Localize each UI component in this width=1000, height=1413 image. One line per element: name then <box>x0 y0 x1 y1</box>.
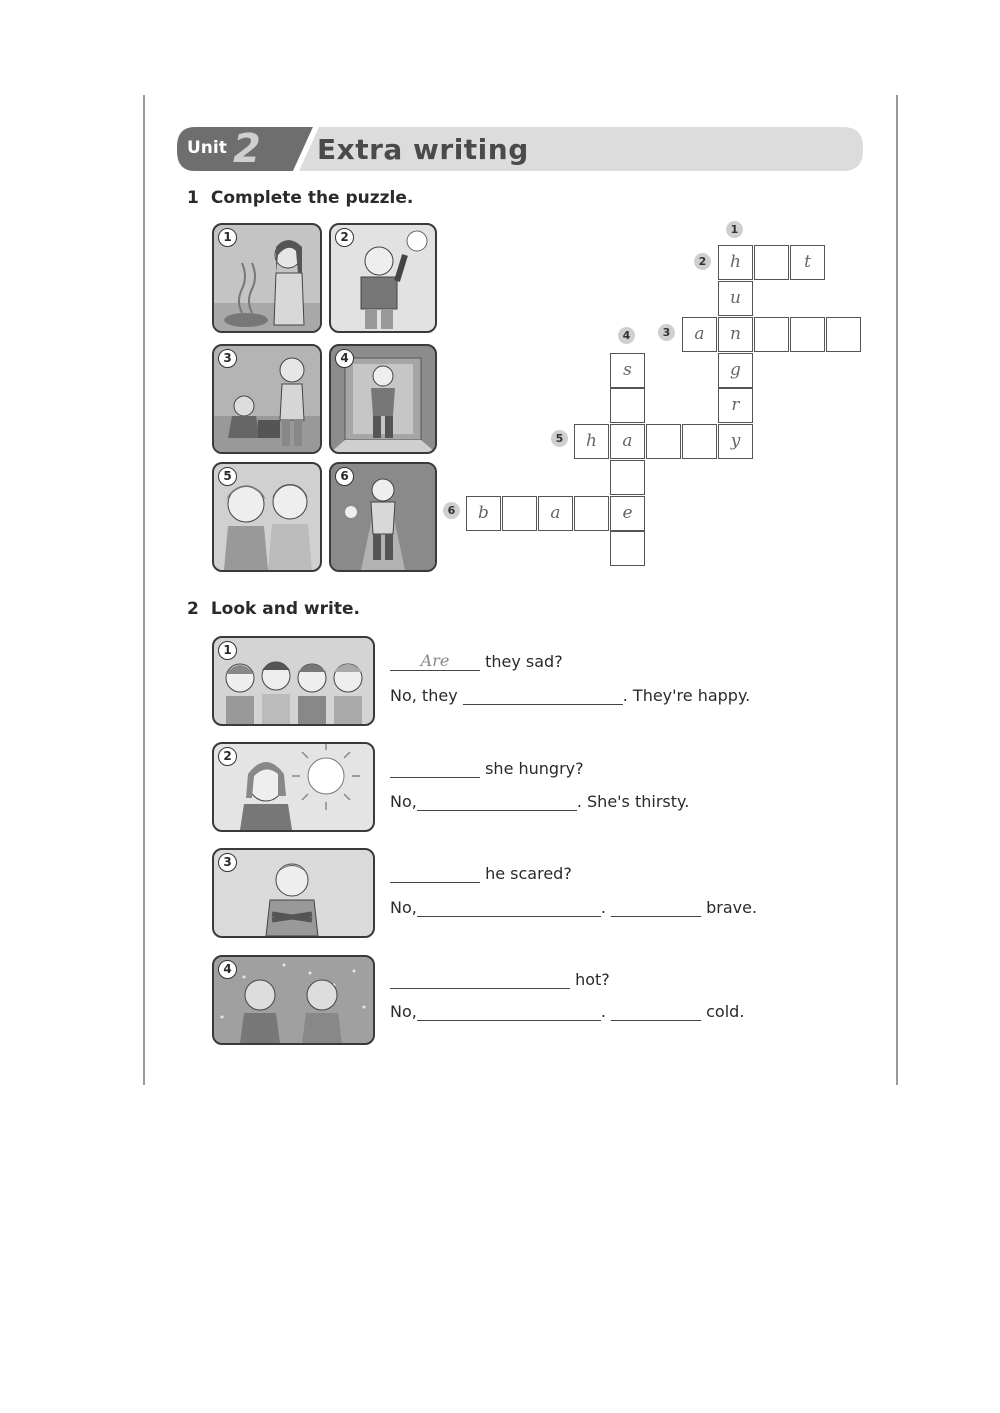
exercise-number: 2 <box>187 599 199 619</box>
crossword-cell[interactable]: h <box>574 424 609 459</box>
picture-number: 4 <box>218 960 237 979</box>
clue-number-1: 1 <box>726 221 743 238</box>
answer-blank[interactable] <box>390 759 480 778</box>
brave-boy-arms-crossed-illustration <box>214 850 373 936</box>
crossword-cell[interactable]: h <box>718 245 753 280</box>
crossword-cell[interactable] <box>610 460 645 495</box>
cold-children-illustration <box>214 957 373 1043</box>
look-write-picture-4 <box>212 955 375 1045</box>
answer-blank[interactable] <box>390 970 570 989</box>
puzzle-picture-6 <box>329 462 437 572</box>
answer-blank[interactable] <box>611 1002 701 1021</box>
crossword-cell[interactable]: u <box>718 281 753 316</box>
look-write-picture-2 <box>212 742 375 832</box>
exercise-1-heading <box>187 188 413 208</box>
page-title: Extra writing <box>317 133 529 166</box>
answer-blank[interactable] <box>463 686 623 705</box>
answer-blank[interactable] <box>390 864 480 883</box>
answer-line-1 <box>390 686 750 705</box>
exercise-instruction: Complete the puzzle. <box>210 188 414 208</box>
answer-prefix: No, they <box>390 686 458 705</box>
right-margin-line <box>896 95 898 1085</box>
answer-prefix: No, <box>390 898 417 917</box>
question-text: he scared? <box>485 864 572 883</box>
answer-end: . They're happy. <box>622 686 751 705</box>
question-text: she hungry? <box>485 759 584 778</box>
crossword-cell[interactable]: b <box>466 496 501 531</box>
crossword-cell[interactable]: y <box>718 424 753 459</box>
answer-blank[interactable] <box>417 792 577 811</box>
crossword-cell[interactable] <box>754 317 789 352</box>
question-line-4 <box>390 970 610 989</box>
answer-end: . She's thirsty. <box>576 792 690 811</box>
picture-number: 1 <box>218 228 237 247</box>
crossword-cell[interactable] <box>790 317 825 352</box>
answer-end: brave. <box>706 898 758 917</box>
answer-end: cold. <box>706 1002 745 1021</box>
picture-number: 2 <box>335 228 354 247</box>
picture-number: 6 <box>335 467 354 486</box>
exercise-2-heading <box>187 599 360 619</box>
answer-blank[interactable] <box>417 898 601 917</box>
answer-blank[interactable] <box>611 898 701 917</box>
crossword-cell[interactable] <box>682 424 717 459</box>
answer-line-3 <box>390 898 757 917</box>
crossword-cell[interactable] <box>574 496 609 531</box>
crossword-cell[interactable]: a <box>682 317 717 352</box>
answer-mid: . <box>600 898 606 917</box>
answer-line-2 <box>390 792 689 811</box>
thirsty-girl-illustration <box>214 744 373 830</box>
crossword-cell[interactable] <box>754 245 789 280</box>
exercise-number: 1 <box>187 188 199 208</box>
clue-number-3: 3 <box>658 324 675 341</box>
answer-prefix: No, <box>390 792 417 811</box>
crossword-cell[interactable] <box>826 317 861 352</box>
crossword-cell[interactable]: r <box>718 388 753 423</box>
puzzle-picture-5 <box>212 462 322 572</box>
crossword-cell[interactable] <box>502 496 537 531</box>
crossword-cell[interactable]: a <box>610 424 645 459</box>
clue-number-4: 4 <box>618 327 635 344</box>
clue-number-6: 6 <box>443 502 460 519</box>
crossword-cell[interactable] <box>610 531 645 566</box>
unit-header <box>175 125 865 173</box>
crossword-cell[interactable]: s <box>610 353 645 388</box>
question-text: hot? <box>575 970 610 989</box>
puzzle-picture-1 <box>212 223 322 333</box>
crossword-cell[interactable]: t <box>790 245 825 280</box>
happy-children-illustration <box>214 638 373 724</box>
question-line-2 <box>390 759 584 778</box>
answer-line-4 <box>390 1002 744 1021</box>
look-write-picture-3 <box>212 848 375 938</box>
puzzle-picture-3 <box>212 344 322 454</box>
crossword-cell[interactable]: n <box>718 317 753 352</box>
puzzle-picture-2 <box>329 223 437 333</box>
picture-number: 3 <box>218 853 237 872</box>
question-line-1 <box>390 652 563 671</box>
crossword-cell[interactable] <box>610 388 645 423</box>
picture-number: 1 <box>218 641 237 660</box>
crossword-cell[interactable]: a <box>538 496 573 531</box>
answer-blank[interactable]: Are <box>390 652 480 671</box>
answer-prefix: No, <box>390 1002 417 1021</box>
left-margin-line <box>143 95 145 1085</box>
exercise-instruction: Look and write. <box>210 599 360 619</box>
unit-label: Unit <box>187 138 227 158</box>
clue-number-2: 2 <box>694 253 711 270</box>
crossword-cell[interactable]: e <box>610 496 645 531</box>
question-line-3 <box>390 864 572 883</box>
clue-number-5: 5 <box>551 430 568 447</box>
crossword-cell[interactable] <box>646 424 681 459</box>
unit-number: 2 <box>233 126 261 172</box>
picture-number: 5 <box>218 467 237 486</box>
puzzle-picture-4 <box>329 344 437 454</box>
answer-blank[interactable] <box>417 1002 601 1021</box>
picture-number: 4 <box>335 349 354 368</box>
picture-number: 3 <box>218 349 237 368</box>
answer-mid: . <box>600 1002 606 1021</box>
crossword-cell[interactable]: g <box>718 353 753 388</box>
question-text: they sad? <box>485 652 563 671</box>
picture-number: 2 <box>218 747 237 766</box>
look-write-picture-1 <box>212 636 375 726</box>
